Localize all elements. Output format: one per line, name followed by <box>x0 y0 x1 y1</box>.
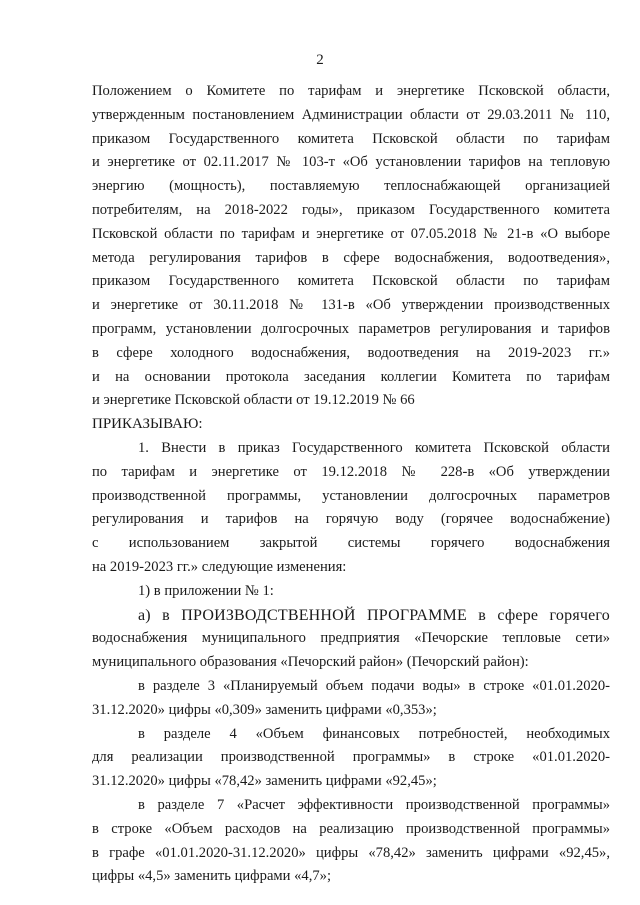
text-line: в разделе 7 «Расчет эффективности производственной программы» <box>138 796 610 813</box>
paragraph-production-program <box>92 604 610 675</box>
text-line: 31.12.2020» цифры «78,42» заменить цифрами «92,45»; <box>92 773 437 790</box>
text-line: водоснабжения муниципального предприятия «Печорские тепловые сети» <box>92 630 610 647</box>
text-line: 1. Внести в приказ Государственного комитета Псковской области <box>138 439 610 456</box>
text-line: в графе «01.01.2020-31.12.2020» цифры «78,42» заменить цифрами «92,45», <box>92 844 610 861</box>
text-line: и энергетике от 30.11.2018 № 131-в «Об утверждении производственных <box>92 297 610 314</box>
page-number: 2 <box>316 52 324 68</box>
text-line: приказом Государственного комитета Псковской области по тарифам <box>92 130 610 147</box>
paragraph-section-3 <box>92 675 610 723</box>
paragraph-section-4 <box>92 723 610 794</box>
text-line: утвержденным постановлением Администрации области от 29.03.2011 № 110, <box>92 106 610 123</box>
text-line: и энергетике от 02.11.2017 № 103-т «Об установлении тарифов на тепловую <box>92 154 610 171</box>
text-line: в сфере холодного водоснабжения, водоотведения на 2019-2023 гг.» <box>92 344 610 361</box>
text-line: 1) в приложении № 1: <box>138 582 274 599</box>
text-line: энергию (мощность), поставляемую теплоснабжающей организацией <box>92 178 610 195</box>
text-line: 31.12.2020» цифры «0,309» заменить цифрами «0,353»; <box>92 701 437 718</box>
paragraph-appendix <box>92 580 610 604</box>
text-line: и на основании протокола заседания коллегии Комитета по тарифам <box>92 368 610 385</box>
text-line: в строке «Объем расходов на реализацию производственной программы» <box>92 820 610 837</box>
text-line: метода регулирования тарифов в сфере водоснабжения, водоотведения», <box>92 249 610 266</box>
text-line: на 2019-2023 гг.» следующие изменения: <box>92 558 347 575</box>
paragraph-amend-order <box>92 437 610 580</box>
text-line: Псковской области по тарифам и энергетике от 07.05.2018 № 21-в «О выборе <box>92 225 610 242</box>
text-line: цифры «4,5» заменить цифрами «4,7»; <box>92 868 332 885</box>
text-line: в разделе 3 «Планируемый объем подачи воды» в строке «01.01.2020- <box>138 677 610 694</box>
text-line: муниципального образования «Печорский район» (Печорский район): <box>92 654 529 671</box>
text-line: Положением о Комитете по тарифам и энергетике Псковской области, <box>92 83 610 99</box>
text-line: регулирования и тарифов на горячую воду (горячее водоснабжение) <box>92 511 610 528</box>
text-line: производственной программы, установлении долгосрочных параметров <box>92 487 610 504</box>
text-line: в разделе 4 «Объем финансовых потребностей, необходимых <box>138 725 610 742</box>
text-line: с использованием закрытой системы горячего водоснабжения <box>92 535 610 552</box>
text-line: для реализации производственной программы» в строке «01.01.2020- <box>92 749 610 766</box>
paragraph-legal-basis <box>92 80 610 413</box>
text-line: программ, установлении долгосрочных параметров регулирования и тарифов <box>92 320 610 337</box>
text-line: по тарифам и энергетике от 19.12.2018 № 228-в «Об утверждении <box>92 463 610 480</box>
text-line: и энергетике Псковской области от 19.12.2019 № 66 <box>92 392 415 409</box>
paragraph-section-7 <box>92 794 610 889</box>
text-line: приказом Государственного комитета Псковской области по тарифам <box>92 273 610 290</box>
order-heading: ПРИКАЗЫВАЮ: <box>92 416 203 433</box>
text-line: а) в ПРОИЗВОДСТВЕННОЙ ПРОГРАММЕ в сфере горячего <box>138 606 610 624</box>
document-body <box>92 80 610 889</box>
text-line: потребителям, на 2018-2022 годы», приказом Государственного комитета <box>92 201 610 218</box>
